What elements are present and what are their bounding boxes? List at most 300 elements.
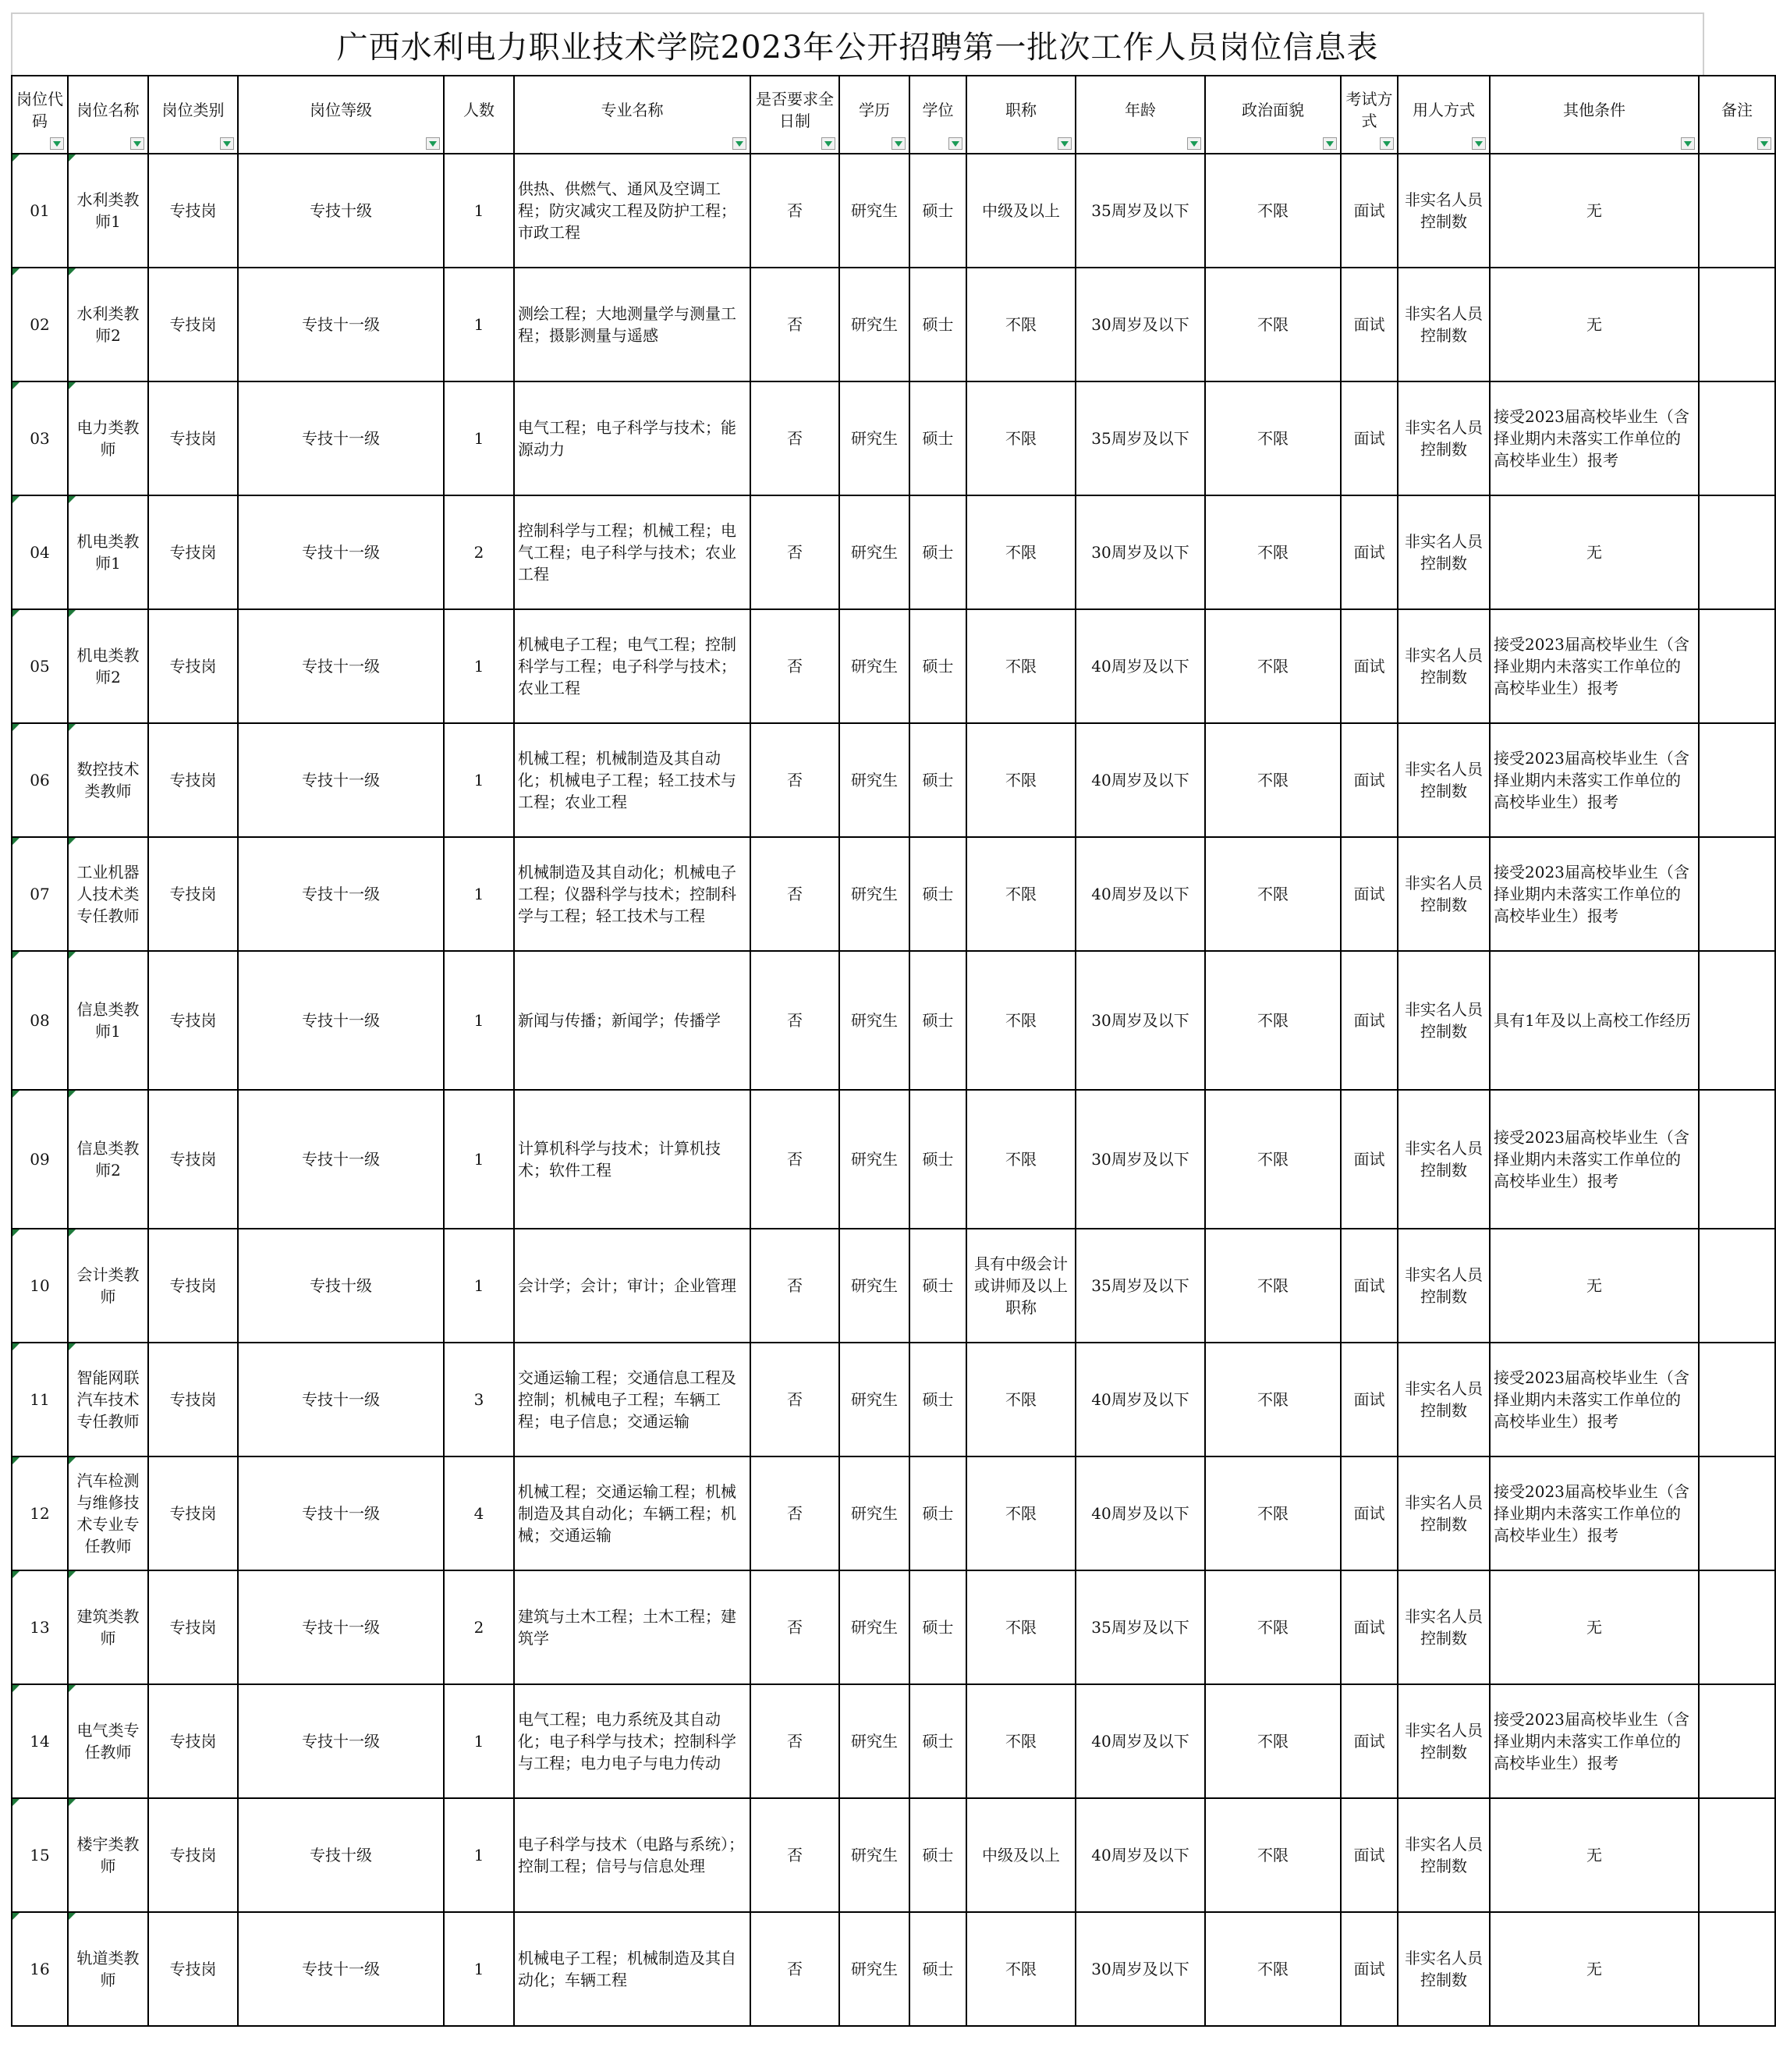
position-name-cell[interactable]: 信息类教师2: [68, 1090, 148, 1229]
count-cell[interactable]: 1: [444, 837, 514, 951]
education-cell[interactable]: 研究生: [839, 1229, 909, 1343]
fulltime-cell[interactable]: 否: [750, 951, 839, 1090]
code-cell[interactable]: 13: [12, 1570, 68, 1684]
header-cell[interactable]: 职称: [966, 76, 1076, 154]
count-cell[interactable]: 1: [444, 154, 514, 268]
filter-dropdown-icon[interactable]: [1323, 137, 1337, 150]
code-cell[interactable]: 07: [12, 837, 68, 951]
employment-method-cell[interactable]: 非实名人员控制数: [1398, 1090, 1490, 1229]
filter-dropdown-icon[interactable]: [1472, 137, 1486, 150]
header-cell[interactable]: 年龄: [1076, 76, 1205, 154]
major-cell[interactable]: 建筑与土木工程；土木工程；建筑学: [514, 1570, 750, 1684]
exam-method-cell[interactable]: 面试: [1341, 268, 1398, 381]
major-cell[interactable]: 电气工程；电力系统及其自动化；电子科学与技术；控制科学与工程；电力电子与电力传动: [514, 1684, 750, 1798]
employment-method-cell[interactable]: 非实名人员控制数: [1398, 1570, 1490, 1684]
position-name-cell[interactable]: 机电类教师2: [68, 609, 148, 723]
header-cell[interactable]: 岗位类别: [148, 76, 238, 154]
code-cell[interactable]: 12: [12, 1456, 68, 1570]
category-cell[interactable]: 专技岗: [148, 1570, 238, 1684]
remark-cell[interactable]: [1699, 1229, 1775, 1343]
politics-cell[interactable]: 不限: [1205, 154, 1341, 268]
degree-cell[interactable]: 硕士: [909, 268, 966, 381]
category-cell[interactable]: 专技岗: [148, 268, 238, 381]
employment-method-cell[interactable]: 非实名人员控制数: [1398, 154, 1490, 268]
employment-method-cell[interactable]: 非实名人员控制数: [1398, 609, 1490, 723]
position-name-cell[interactable]: 数控技术类教师: [68, 723, 148, 837]
employment-method-cell[interactable]: 非实名人员控制数: [1398, 1912, 1490, 2026]
other-conditions-cell[interactable]: 无: [1490, 1229, 1699, 1343]
age-cell[interactable]: 40周岁及以下: [1076, 1456, 1205, 1570]
politics-cell[interactable]: 不限: [1205, 1229, 1341, 1343]
level-cell[interactable]: 专技十一级: [238, 495, 444, 609]
remark-cell[interactable]: [1699, 495, 1775, 609]
category-cell[interactable]: 专技岗: [148, 1229, 238, 1343]
remark-cell[interactable]: [1699, 1090, 1775, 1229]
title-requirement-cell[interactable]: 不限: [966, 837, 1076, 951]
level-cell[interactable]: 专技十级: [238, 1798, 444, 1912]
major-cell[interactable]: 会计学；会计；审计；企业管理: [514, 1229, 750, 1343]
exam-method-cell[interactable]: 面试: [1341, 1229, 1398, 1343]
title-requirement-cell[interactable]: 不限: [966, 1343, 1076, 1456]
other-conditions-cell[interactable]: 无: [1490, 154, 1699, 268]
remark-cell[interactable]: [1699, 381, 1775, 495]
code-cell[interactable]: 10: [12, 1229, 68, 1343]
title-requirement-cell[interactable]: 不限: [966, 1912, 1076, 2026]
exam-method-cell[interactable]: 面试: [1341, 1684, 1398, 1798]
fulltime-cell[interactable]: 否: [750, 1456, 839, 1570]
other-conditions-cell[interactable]: 接受2023届高校毕业生（含择业期内未落实工作单位的高校毕业生）报考: [1490, 1090, 1699, 1229]
degree-cell[interactable]: 硕士: [909, 837, 966, 951]
filter-dropdown-icon[interactable]: [220, 137, 234, 150]
education-cell[interactable]: 研究生: [839, 1684, 909, 1798]
exam-method-cell[interactable]: 面试: [1341, 609, 1398, 723]
other-conditions-cell[interactable]: 接受2023届高校毕业生（含择业期内未落实工作单位的高校毕业生）报考: [1490, 609, 1699, 723]
fulltime-cell[interactable]: 否: [750, 381, 839, 495]
level-cell[interactable]: 专技十一级: [238, 381, 444, 495]
degree-cell[interactable]: 硕士: [909, 723, 966, 837]
category-cell[interactable]: 专技岗: [148, 723, 238, 837]
remark-cell[interactable]: [1699, 1684, 1775, 1798]
politics-cell[interactable]: 不限: [1205, 1343, 1341, 1456]
remark-cell[interactable]: [1699, 1912, 1775, 2026]
other-conditions-cell[interactable]: 无: [1490, 1912, 1699, 2026]
count-cell[interactable]: 4: [444, 1456, 514, 1570]
major-cell[interactable]: 机械电子工程；电气工程；控制科学与工程；电子科学与技术；农业工程: [514, 609, 750, 723]
count-cell[interactable]: 1: [444, 1798, 514, 1912]
degree-cell[interactable]: 硕士: [909, 1229, 966, 1343]
table-row: [12, 268, 1775, 381]
header-cell[interactable]: 考试方式: [1341, 76, 1398, 154]
age-cell[interactable]: 30周岁及以下: [1076, 951, 1205, 1090]
level-cell[interactable]: 专技十一级: [238, 1343, 444, 1456]
header-cell[interactable]: 专业名称: [514, 76, 750, 154]
count-cell[interactable]: 1: [444, 381, 514, 495]
table-row: [12, 495, 1775, 609]
header-cell[interactable]: 学位: [909, 76, 966, 154]
fulltime-cell[interactable]: 否: [750, 723, 839, 837]
exam-method-cell[interactable]: 面试: [1341, 1456, 1398, 1570]
age-cell[interactable]: 40周岁及以下: [1076, 837, 1205, 951]
header-cell[interactable]: 岗位代码: [12, 76, 68, 154]
politics-cell[interactable]: 不限: [1205, 951, 1341, 1090]
title-requirement-cell[interactable]: 不限: [966, 723, 1076, 837]
fulltime-cell[interactable]: 否: [750, 1343, 839, 1456]
header-cell[interactable]: 是否要求全日制: [750, 76, 839, 154]
other-conditions-cell[interactable]: 接受2023届高校毕业生（含择业期内未落实工作单位的高校毕业生）报考: [1490, 1684, 1699, 1798]
title-requirement-cell[interactable]: 不限: [966, 268, 1076, 381]
politics-cell[interactable]: 不限: [1205, 495, 1341, 609]
major-cell[interactable]: 机械工程；机械制造及其自动化；机械电子工程；轻工技术与工程；农业工程: [514, 723, 750, 837]
remark-cell[interactable]: [1699, 1343, 1775, 1456]
employment-method-cell[interactable]: 非实名人员控制数: [1398, 1684, 1490, 1798]
header-cell[interactable]: 备注: [1699, 76, 1775, 154]
major-cell[interactable]: 机械工程；交通运输工程；机械制造及其自动化；车辆工程；机械；交通运输: [514, 1456, 750, 1570]
age-cell[interactable]: 40周岁及以下: [1076, 1684, 1205, 1798]
category-cell[interactable]: 专技岗: [148, 154, 238, 268]
filter-dropdown-icon[interactable]: [1681, 137, 1695, 150]
sheet-title: 广西水利电力职业技术学院2023年公开招聘第一批次工作人员岗位信息表: [11, 12, 1704, 75]
count-cell[interactable]: 1: [444, 1684, 514, 1798]
title-requirement-cell[interactable]: 不限: [966, 495, 1076, 609]
remark-cell[interactable]: [1699, 1456, 1775, 1570]
politics-cell[interactable]: 不限: [1205, 1570, 1341, 1684]
education-cell[interactable]: 研究生: [839, 154, 909, 268]
title-requirement-cell[interactable]: 不限: [966, 1090, 1076, 1229]
remark-cell[interactable]: [1699, 154, 1775, 268]
header-cell[interactable]: 人数: [444, 76, 514, 154]
employment-method-cell[interactable]: 非实名人员控制数: [1398, 951, 1490, 1090]
code-cell[interactable]: 01: [12, 154, 68, 268]
other-conditions-cell[interactable]: 无: [1490, 1570, 1699, 1684]
fulltime-cell[interactable]: 否: [750, 1684, 839, 1798]
exam-method-cell[interactable]: 面试: [1341, 381, 1398, 495]
employment-method-cell[interactable]: 非实名人员控制数: [1398, 1343, 1490, 1456]
title-requirement-cell[interactable]: 中级及以上: [966, 1798, 1076, 1912]
other-conditions-cell[interactable]: 接受2023届高校毕业生（含择业期内未落实工作单位的高校毕业生）报考: [1490, 723, 1699, 837]
other-conditions-cell[interactable]: 无: [1490, 1798, 1699, 1912]
code-cell[interactable]: 04: [12, 495, 68, 609]
level-cell[interactable]: 专技十一级: [238, 951, 444, 1090]
education-cell[interactable]: 研究生: [839, 723, 909, 837]
other-conditions-cell[interactable]: 接受2023届高校毕业生（含择业期内未落实工作单位的高校毕业生）报考: [1490, 837, 1699, 951]
level-cell[interactable]: 专技十一级: [238, 723, 444, 837]
title-requirement-cell[interactable]: 不限: [966, 1684, 1076, 1798]
code-cell[interactable]: 02: [12, 268, 68, 381]
education-cell[interactable]: 研究生: [839, 495, 909, 609]
employment-method-cell[interactable]: 非实名人员控制数: [1398, 268, 1490, 381]
age-cell[interactable]: 35周岁及以下: [1076, 154, 1205, 268]
employment-method-cell[interactable]: 非实名人员控制数: [1398, 837, 1490, 951]
level-cell[interactable]: 专技十级: [238, 154, 444, 268]
code-cell[interactable]: 14: [12, 1684, 68, 1798]
education-cell[interactable]: 研究生: [839, 837, 909, 951]
exam-method-cell[interactable]: 面试: [1341, 1570, 1398, 1684]
politics-cell[interactable]: 不限: [1205, 723, 1341, 837]
remark-cell[interactable]: [1699, 609, 1775, 723]
category-cell[interactable]: 专技岗: [148, 1684, 238, 1798]
category-cell[interactable]: 专技岗: [148, 609, 238, 723]
count-cell[interactable]: 2: [444, 1570, 514, 1684]
degree-cell[interactable]: 硕士: [909, 1684, 966, 1798]
fulltime-cell[interactable]: 否: [750, 154, 839, 268]
age-cell[interactable]: 30周岁及以下: [1076, 495, 1205, 609]
exam-method-cell[interactable]: 面试: [1341, 1090, 1398, 1229]
degree-cell[interactable]: 硕士: [909, 1570, 966, 1684]
code-cell[interactable]: 08: [12, 951, 68, 1090]
position-name-cell[interactable]: 信息类教师1: [68, 951, 148, 1090]
category-cell[interactable]: 专技岗: [148, 1912, 238, 2026]
major-cell[interactable]: 计算机科学与技术；计算机技术；软件工程: [514, 1090, 750, 1229]
exam-method-cell[interactable]: 面试: [1341, 837, 1398, 951]
level-cell[interactable]: 专技十级: [238, 1229, 444, 1343]
fulltime-cell[interactable]: 否: [750, 1090, 839, 1229]
code-cell[interactable]: 09: [12, 1090, 68, 1229]
level-cell[interactable]: 专技十一级: [238, 609, 444, 723]
count-cell[interactable]: 1: [444, 268, 514, 381]
position-name-cell[interactable]: 汽车检测与维修技术专业专任教师: [68, 1456, 148, 1570]
position-name-cell[interactable]: 机电类教师1: [68, 495, 148, 609]
filter-dropdown-icon[interactable]: [1757, 137, 1771, 150]
position-name-cell[interactable]: 智能网联汽车技术专任教师: [68, 1343, 148, 1456]
code-cell[interactable]: 05: [12, 609, 68, 723]
major-cell[interactable]: 电气工程；电子科学与技术；能源动力: [514, 381, 750, 495]
degree-cell[interactable]: 硕士: [909, 951, 966, 1090]
age-cell[interactable]: 35周岁及以下: [1076, 1570, 1205, 1684]
level-cell[interactable]: 专技十一级: [238, 1912, 444, 2026]
count-cell[interactable]: 1: [444, 1912, 514, 2026]
education-cell[interactable]: 研究生: [839, 1570, 909, 1684]
other-conditions-cell[interactable]: 接受2023届高校毕业生（含择业期内未落实工作单位的高校毕业生）报考: [1490, 1343, 1699, 1456]
level-cell[interactable]: 专技十一级: [238, 837, 444, 951]
count-cell[interactable]: 1: [444, 609, 514, 723]
major-cell[interactable]: 控制科学与工程；机械工程；电气工程；电子科学与技术；农业工程: [514, 495, 750, 609]
level-cell[interactable]: 专技十一级: [238, 268, 444, 381]
major-cell[interactable]: 新闻与传播；新闻学；传播学: [514, 951, 750, 1090]
degree-cell[interactable]: 硕士: [909, 1343, 966, 1456]
remark-cell[interactable]: [1699, 837, 1775, 951]
title-requirement-cell[interactable]: 具有中级会计或讲师及以上职称: [966, 1229, 1076, 1343]
code-cell[interactable]: 16: [12, 1912, 68, 2026]
fulltime-cell[interactable]: 否: [750, 1912, 839, 2026]
employment-method-cell[interactable]: 非实名人员控制数: [1398, 1456, 1490, 1570]
header-cell[interactable]: 政治面貌: [1205, 76, 1341, 154]
category-cell[interactable]: 专技岗: [148, 1343, 238, 1456]
politics-cell[interactable]: 不限: [1205, 1912, 1341, 2026]
exam-method-cell[interactable]: 面试: [1341, 1343, 1398, 1456]
title-requirement-cell[interactable]: 不限: [966, 609, 1076, 723]
filter-dropdown-icon[interactable]: [50, 137, 64, 150]
category-cell[interactable]: 专技岗: [148, 951, 238, 1090]
table-row: [12, 723, 1775, 837]
education-cell[interactable]: 研究生: [839, 1456, 909, 1570]
filter-dropdown-icon[interactable]: [1380, 137, 1394, 150]
education-cell[interactable]: 研究生: [839, 1912, 909, 2026]
count-cell[interactable]: 1: [444, 1090, 514, 1229]
exam-method-cell[interactable]: 面试: [1341, 154, 1398, 268]
exam-method-cell[interactable]: 面试: [1341, 1912, 1398, 2026]
position-name-cell[interactable]: 建筑类教师: [68, 1570, 148, 1684]
age-cell[interactable]: 30周岁及以下: [1076, 268, 1205, 381]
degree-cell[interactable]: 硕士: [909, 1456, 966, 1570]
header-cell[interactable]: 学历: [839, 76, 909, 154]
table-row: [12, 1456, 1775, 1570]
age-cell[interactable]: 40周岁及以下: [1076, 1798, 1205, 1912]
degree-cell[interactable]: 硕士: [909, 1090, 966, 1229]
position-name-cell[interactable]: 会计类教师: [68, 1229, 148, 1343]
title-requirement-cell[interactable]: 不限: [966, 951, 1076, 1090]
filter-dropdown-icon[interactable]: [821, 137, 835, 150]
age-cell[interactable]: 35周岁及以下: [1076, 1229, 1205, 1343]
fulltime-cell[interactable]: 否: [750, 837, 839, 951]
fulltime-cell[interactable]: 否: [750, 609, 839, 723]
fulltime-cell[interactable]: 否: [750, 1798, 839, 1912]
category-cell[interactable]: 专技岗: [148, 1798, 238, 1912]
table-row: [12, 1798, 1775, 1912]
exam-method-cell[interactable]: 面试: [1341, 951, 1398, 1090]
education-cell[interactable]: 研究生: [839, 951, 909, 1090]
remark-cell[interactable]: [1699, 723, 1775, 837]
code-cell[interactable]: 06: [12, 723, 68, 837]
exam-method-cell[interactable]: 面试: [1341, 495, 1398, 609]
header-cell[interactable]: 岗位名称: [68, 76, 148, 154]
header-cell[interactable]: 其他条件: [1490, 76, 1699, 154]
fulltime-cell[interactable]: 否: [750, 1570, 839, 1684]
header-cell[interactable]: 岗位等级: [238, 76, 444, 154]
age-cell[interactable]: 40周岁及以下: [1076, 723, 1205, 837]
other-conditions-cell[interactable]: 具有1年及以上高校工作经历: [1490, 951, 1699, 1090]
table-row: [12, 1570, 1775, 1684]
position-name-cell[interactable]: 工业机器人技术类专任教师: [68, 837, 148, 951]
degree-cell[interactable]: 硕士: [909, 1912, 966, 2026]
remark-cell[interactable]: [1699, 1798, 1775, 1912]
employment-method-cell[interactable]: 非实名人员控制数: [1398, 381, 1490, 495]
fulltime-cell[interactable]: 否: [750, 268, 839, 381]
code-cell[interactable]: 11: [12, 1343, 68, 1456]
employment-method-cell[interactable]: 非实名人员控制数: [1398, 1798, 1490, 1912]
level-cell[interactable]: 专技十一级: [238, 1456, 444, 1570]
title-requirement-cell[interactable]: 不限: [966, 1456, 1076, 1570]
category-cell[interactable]: 专技岗: [148, 837, 238, 951]
code-cell[interactable]: 15: [12, 1798, 68, 1912]
count-cell[interactable]: 3: [444, 1343, 514, 1456]
remark-cell[interactable]: [1699, 951, 1775, 1090]
header-cell[interactable]: 用人方式: [1398, 76, 1490, 154]
major-cell[interactable]: 交通运输工程；交通信息工程及控制；机械电子工程；车辆工程；电子信息；交通运输: [514, 1343, 750, 1456]
filter-dropdown-icon[interactable]: [1187, 137, 1201, 150]
category-cell[interactable]: 专技岗: [148, 381, 238, 495]
major-cell[interactable]: 机械电子工程；机械制造及其自动化；车辆工程: [514, 1912, 750, 2026]
table-row: [12, 951, 1775, 1090]
table-row: [12, 381, 1775, 495]
filter-dropdown-icon[interactable]: [732, 137, 746, 150]
age-cell[interactable]: 35周岁及以下: [1076, 381, 1205, 495]
table-row: [12, 837, 1775, 951]
politics-cell[interactable]: 不限: [1205, 1090, 1341, 1229]
count-cell[interactable]: 1: [444, 1229, 514, 1343]
category-cell[interactable]: 专技岗: [148, 1090, 238, 1229]
politics-cell[interactable]: 不限: [1205, 1684, 1341, 1798]
exam-method-cell[interactable]: 面试: [1341, 1798, 1398, 1912]
politics-cell[interactable]: 不限: [1205, 609, 1341, 723]
degree-cell[interactable]: 硕士: [909, 495, 966, 609]
remark-cell[interactable]: [1699, 268, 1775, 381]
other-conditions-cell[interactable]: 接受2023届高校毕业生（含择业期内未落实工作单位的高校毕业生）报考: [1490, 1456, 1699, 1570]
position-name-cell[interactable]: 水利类教师2: [68, 268, 148, 381]
politics-cell[interactable]: 不限: [1205, 1456, 1341, 1570]
politics-cell[interactable]: 不限: [1205, 381, 1341, 495]
employment-method-cell[interactable]: 非实名人员控制数: [1398, 495, 1490, 609]
category-cell[interactable]: 专技岗: [148, 495, 238, 609]
count-cell[interactable]: 1: [444, 951, 514, 1090]
degree-cell[interactable]: 硕士: [909, 381, 966, 495]
position-name-cell[interactable]: 电力类教师: [68, 381, 148, 495]
title-requirement-cell[interactable]: 不限: [966, 1570, 1076, 1684]
education-cell[interactable]: 研究生: [839, 1343, 909, 1456]
position-name-cell[interactable]: 轨道类教师: [68, 1912, 148, 2026]
age-cell[interactable]: 30周岁及以下: [1076, 1090, 1205, 1229]
level-cell[interactable]: 专技十一级: [238, 1570, 444, 1684]
major-cell[interactable]: 供热、供燃气、通风及空调工程；防灾减灾工程及防护工程；市政工程: [514, 154, 750, 268]
fulltime-cell[interactable]: 否: [750, 1229, 839, 1343]
major-cell[interactable]: 机械制造及其自动化；机械电子工程；仪器科学与技术；控制科学与工程；轻工技术与工程: [514, 837, 750, 951]
major-cell[interactable]: 电子科学与技术（电路与系统）；控制工程；信号与信息处理: [514, 1798, 750, 1912]
fulltime-cell[interactable]: 否: [750, 495, 839, 609]
level-cell[interactable]: 专技十一级: [238, 1684, 444, 1798]
education-cell[interactable]: 研究生: [839, 1798, 909, 1912]
filter-dropdown-icon[interactable]: [948, 137, 962, 150]
remark-cell[interactable]: [1699, 1570, 1775, 1684]
filter-dropdown-icon[interactable]: [1058, 137, 1072, 150]
exam-method-cell[interactable]: 面试: [1341, 723, 1398, 837]
table-row: [12, 1684, 1775, 1798]
politics-cell[interactable]: 不限: [1205, 837, 1341, 951]
education-cell[interactable]: 研究生: [839, 609, 909, 723]
education-cell[interactable]: 研究生: [839, 381, 909, 495]
education-cell[interactable]: 研究生: [839, 268, 909, 381]
employment-method-cell[interactable]: 非实名人员控制数: [1398, 723, 1490, 837]
level-cell[interactable]: 专技十一级: [238, 1090, 444, 1229]
employment-method-cell[interactable]: 非实名人员控制数: [1398, 1229, 1490, 1343]
filter-dropdown-icon[interactable]: [130, 137, 144, 150]
spreadsheet: [11, 12, 1753, 2072]
position-name-cell[interactable]: 电气类专任教师: [68, 1684, 148, 1798]
count-cell[interactable]: 2: [444, 495, 514, 609]
filter-dropdown-icon[interactable]: [426, 137, 440, 150]
other-conditions-cell[interactable]: 无: [1490, 495, 1699, 609]
other-conditions-cell[interactable]: 无: [1490, 268, 1699, 381]
major-cell[interactable]: 测绘工程；大地测量学与测量工程；摄影测量与遥感: [514, 268, 750, 381]
filter-dropdown-icon[interactable]: [892, 137, 906, 150]
category-cell[interactable]: 专技岗: [148, 1456, 238, 1570]
degree-cell[interactable]: 硕士: [909, 609, 966, 723]
position-name-cell[interactable]: 水利类教师1: [68, 154, 148, 268]
degree-cell[interactable]: 硕士: [909, 154, 966, 268]
position-name-cell[interactable]: 楼宇类教师: [68, 1798, 148, 1912]
title-requirement-cell[interactable]: 中级及以上: [966, 154, 1076, 268]
politics-cell[interactable]: 不限: [1205, 268, 1341, 381]
table-row: [12, 154, 1775, 268]
age-cell[interactable]: 40周岁及以下: [1076, 609, 1205, 723]
age-cell[interactable]: 40周岁及以下: [1076, 1343, 1205, 1456]
politics-cell[interactable]: 不限: [1205, 1798, 1341, 1912]
education-cell[interactable]: 研究生: [839, 1090, 909, 1229]
count-cell[interactable]: 1: [444, 723, 514, 837]
title-requirement-cell[interactable]: 不限: [966, 381, 1076, 495]
other-conditions-cell[interactable]: 接受2023届高校毕业生（含择业期内未落实工作单位的高校毕业生）报考: [1490, 381, 1699, 495]
age-cell[interactable]: 30周岁及以下: [1076, 1912, 1205, 2026]
degree-cell[interactable]: 硕士: [909, 1798, 966, 1912]
code-cell[interactable]: 03: [12, 381, 68, 495]
